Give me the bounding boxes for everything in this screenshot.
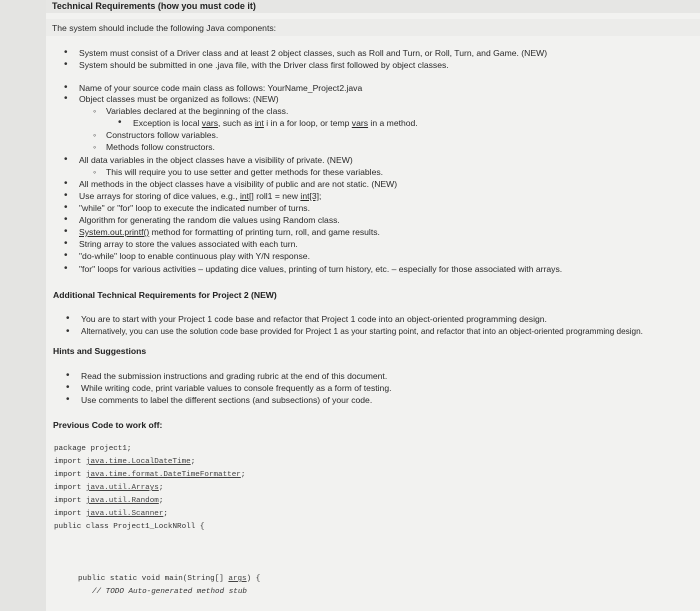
code-text: ;: [158, 484, 164, 492]
code-line: [54, 458, 195, 466]
code-text: ;: [163, 510, 168, 518]
import-path: java.util.Random: [85, 497, 159, 505]
code-text: ) {: [246, 575, 261, 583]
list-item: • Name of your source code main class as follows: YourName_Project2.java: [79, 83, 362, 93]
list-item: [79, 227, 380, 237]
list-item: • "do-while" loop to enable continuous play with Y/N response.: [79, 251, 310, 261]
keyword: import: [54, 497, 82, 505]
import-path: java.util.Arrays: [85, 484, 159, 492]
list-item: • You are to start with your Project 1 code base and refactor that Project 1 code into an object-oriented programming design.: [81, 314, 547, 324]
list-item: • All methods in the object classes have a visibility of public and are not static. (NEW): [79, 179, 397, 189]
intro-text: The system should include the following Java components:: [52, 23, 277, 33]
text-span: Exception is local: [133, 118, 202, 128]
document-page: [46, 0, 700, 611]
code-line: [54, 471, 245, 479]
sub-list-item: ◦ This will require you to use setter and getter methods for these variables.: [106, 167, 383, 177]
sub-list-item: ◦ Constructors follow variables.: [106, 130, 218, 140]
code-text: ;: [190, 458, 196, 466]
keyword: import: [54, 458, 82, 466]
list-item: • While writing code, print variable values to console frequently as a form of testing.: [81, 383, 391, 393]
import-path: java.time.format.DateTimeFormatter: [85, 471, 241, 479]
previous-code-heading: Previous Code to work off:: [53, 420, 163, 430]
list-item: • Read the submission instructions and grading rubric at the end of this document.: [81, 371, 387, 381]
code-text: project1;: [85, 445, 132, 453]
list-item: • "while" or "for" loop to execute the indicated number of turns.: [79, 203, 310, 213]
text-span: int[]: [239, 191, 254, 201]
import-path: java.time.LocalDateTime: [85, 458, 191, 466]
text-span: Use arrays for storing of dice values, e.g.,: [79, 191, 240, 201]
sub-list-item: ◦ Variables declared at the beginning of the class.: [106, 106, 288, 116]
section-title: Technical Requirements (how you must code it): [52, 1, 256, 11]
sub-list-item: ◦ Methods follow constructors.: [106, 142, 215, 152]
text-span: int: [254, 118, 264, 128]
list-item: • Use comments to label the different sections (and subsections) of your code.: [81, 395, 372, 405]
code-line: [54, 497, 163, 505]
code-line: public class Project1_LockNRoll {: [54, 523, 205, 531]
code-text: args: [228, 575, 247, 583]
text-span: i in a for loop, or temp: [263, 118, 352, 128]
list-item: • System should be submitted in one .java file, with the Driver class first followed by object classes.: [79, 60, 449, 70]
list-item: • Object classes must be organized as follows: (NEW): [79, 94, 279, 104]
keyword: package: [54, 445, 86, 453]
import-path: java.util.Scanner: [85, 510, 164, 518]
text-span: method for formatting of printing turn, roll, and game results.: [149, 227, 380, 237]
additional-heading: Additional Technical Requirements for Project 2 (NEW): [53, 290, 277, 300]
sub-sub-list-item: [133, 118, 418, 128]
text-span: int[3]: [300, 191, 320, 201]
code-text: ;: [240, 471, 246, 479]
code-line: [54, 510, 168, 518]
keyword: import: [54, 471, 82, 479]
code-line: [54, 445, 131, 453]
keyword: import: [54, 510, 82, 518]
list-item: • All data variables in the object classes have a visibility of private. (NEW): [79, 155, 353, 165]
code-line: [54, 484, 163, 492]
text-span: roll1 = new: [253, 191, 301, 201]
code-comment: // TODO Auto-generated method stub: [92, 588, 247, 596]
text-span: in a method.: [368, 118, 418, 128]
printf-link: System.out.printf(): [79, 227, 150, 237]
list-item: • Algorithm for generating the random die values using Random class.: [79, 215, 340, 225]
code-text: ;: [158, 497, 164, 505]
keyword: import: [54, 484, 82, 492]
hints-heading: Hints and Suggestions: [53, 346, 147, 356]
list-item: • Alternatively, you can use the solution code base provided for Project 1 as your starting point, and refactor that into an object-oriented programming design.: [81, 327, 643, 336]
code-line: [78, 575, 260, 583]
list-item: • String array to store the values associated with each turn.: [79, 239, 298, 249]
list-item: • "for" loops for various activities – updating dice values, printing of turn history, etc. – especially for those associated with arrays.: [79, 264, 562, 274]
code-text: public static void main(String[]: [78, 575, 229, 583]
list-item: • System must consist of a Driver class and at least 2 object classes, such as Roll and Turn, or Roll, Turn, and Game. (NEW): [79, 48, 547, 58]
list-item: [79, 191, 321, 201]
text-span: vars: [351, 118, 369, 128]
text-span: , such as: [218, 118, 255, 128]
text-span: ;: [319, 191, 322, 201]
text-span: vars: [201, 118, 219, 128]
